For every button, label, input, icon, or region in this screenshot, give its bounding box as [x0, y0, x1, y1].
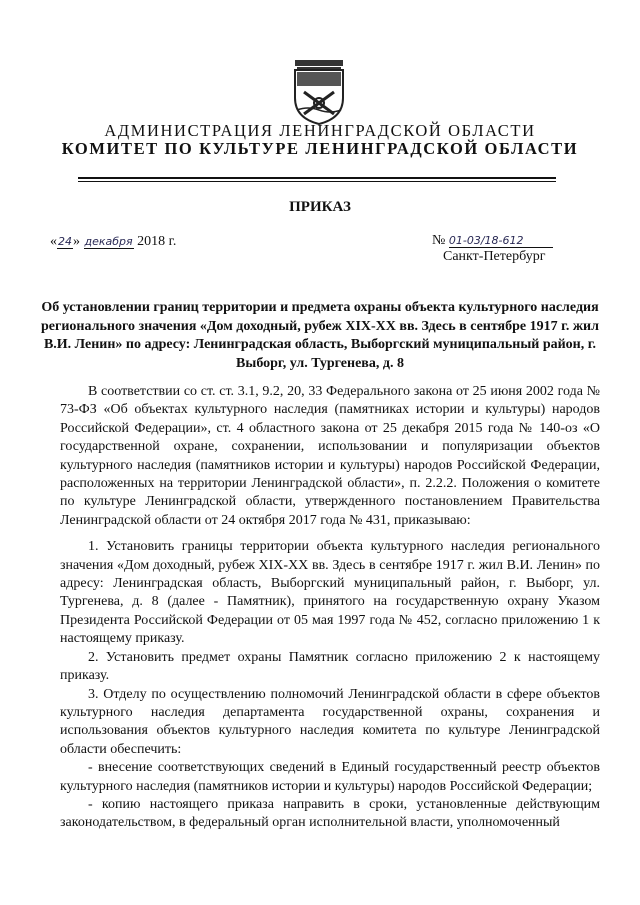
org-name-committee: КОМИТЕТ ПО КУЛЬТУРЕ ЛЕНИНГРАДСКОЙ ОБЛАСТИ [61, 139, 579, 158]
order-item-3-sub-b: - копию настоящего приказа направить в сроки, установленные действующим законодательством, в федеральный орган исполнительной власти, уполномоченный [60, 796, 600, 831]
order-item-2: 2. Установить предмет охраны Памятник согласно приложению 2 к настоящему приказу. [60, 649, 600, 684]
date-year: 2018 г. [137, 234, 177, 249]
header-divider-thick [78, 177, 556, 179]
org-name-administration: АДМИНИСТРАЦИЯ ЛЕНИНГРАДСКОЙ ОБЛАСТИ [104, 121, 536, 140]
date-day-handwritten: 24 [58, 235, 72, 248]
order-item-3: 3. Отделу по осуществлению полномочий Ленинградской области в сфере объектов культурного наследия департамента государственной охраны, сохранения и использования объектов культурного наследия комитета по культуре Ленинградской области обеспечить: [60, 686, 600, 757]
date-month-handwritten: декабря [84, 235, 133, 248]
date-open-quote: « [50, 234, 57, 249]
date-close-quote: » [73, 234, 80, 249]
document-city: Санкт-Петербург [443, 249, 546, 264]
header-divider-thin [78, 181, 556, 182]
coat-of-arms-emblem [288, 58, 350, 126]
document-body [60, 383, 600, 833]
document-type: ПРИКАЗ [289, 199, 351, 215]
number-label: № [432, 233, 446, 248]
document-title: Об установлении границ территории и предмета охраны объекта культурного наследия регионального значения «Дом доходный, рубеж XIX-XX вв. Здесь в сентябре 1917 г. жил В.И. Ленин» по адресу: Ленинградская область, Выборгский муниципальный район, г. Выборг, ул. Тургенева, д. 8 [41, 300, 599, 371]
number-value-handwritten: 01-03/18-612 [449, 234, 553, 248]
order-item-3-sub-a: - внесение соответствующих сведений в Единый государственный реестр объектов культурного наследия (памятников истории и культуры) народов Российской Федерации; [60, 760, 600, 794]
preamble-paragraph: В соответствии со ст. ст. 3.1, 9.2, 20, 33 Федерального закона от 25 июня 2002 года № 73-ФЗ «Об объектах культурного наследия (памятниках истории и культуры) народов Российской Федерации», ст. 4 областного закона от 25 декабря 2015 года № 140-оз «О государственной охране, сохранении, использовании и популяризации объектов культурного наследия (памятников истории и культуры) народов Российской Федерации, расположенных на территории Ленинградской области», п. 2.2.2. Положения о комитете по культуре Ленинградской области, утвержденного постановлением Правительства Ленинградской области от 24 октября 2017 года № 431, приказываю: [60, 384, 600, 528]
document-date [50, 234, 176, 250]
order-item-1: 1. Установить границы территории объекта культурного наследия регионального значения «Дом доходный, рубеж XIX-XX вв. Здесь в сентябре 1917 г. жил В.И. Ленин» по адресу: Ленинградская область, Выборгский муниципальный район, г. Выборг, ул. Тургенева, д. 8 (далее - Памятник), принятого на государственную охрану Указом Президента Российской Федерации от 05 мая 1997 года № 452, согласно приложению 1 к настоящему приказу. [60, 539, 600, 647]
document-number [432, 233, 553, 249]
